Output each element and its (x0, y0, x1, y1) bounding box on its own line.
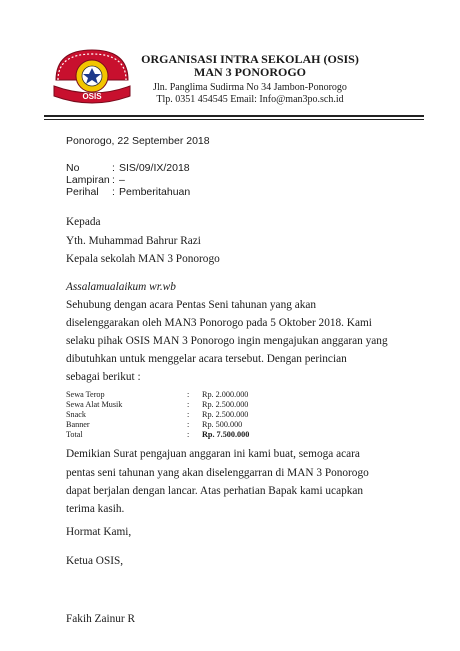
budget-item: Sewa Terop (66, 390, 105, 399)
signoff: Hormat Kami, (66, 526, 132, 538)
closing-line-4: terima kasih. (66, 503, 125, 515)
meta-value-no: SIS/09/IX/2018 (119, 162, 190, 174)
budget-total-label: Total (66, 430, 83, 439)
recipient-kepada: Kepada (66, 216, 101, 228)
budget-amount: Rp. 2.500.000 (202, 400, 249, 409)
signer-title: Ketua OSIS, (66, 555, 124, 567)
budget-amount: Rp. 2.500.000 (202, 410, 249, 419)
meta-label-no: No (66, 162, 80, 174)
school-address: Jln. Panglima Sudirma No 34 Jambon-Ponorogo (153, 82, 347, 93)
meta-sep-no: : (112, 162, 115, 174)
school-name: MAN 3 PONOROGO (194, 65, 306, 79)
closing-line-3: dapat berjalan dengan lancar. Atas perhatian Bapak kami ucapkan (66, 485, 364, 497)
budget-amount: Rp. 500.000 (202, 420, 243, 429)
intro-line-5: sebagai berikut : (66, 371, 141, 383)
intro-line-2: diselenggarakan oleh MAN3 Ponorogo pada 5 Oktober 2018. Kami (66, 317, 372, 329)
closing-line-2: pentas seni tahunan yang akan diselenggarran di MAN 3 Ponorogo (66, 467, 369, 479)
greeting: Assalamualaikum wr.wb (66, 281, 176, 293)
budget-sep: : (187, 420, 190, 429)
budget-item: Snack (66, 410, 87, 419)
closing-line-1: Demikian Surat pengajuan anggaran ini kami buat, semoga acara (66, 448, 360, 460)
budget-sep: : (187, 430, 190, 439)
letterhead-rule-thin (44, 119, 424, 120)
letterhead-rule (44, 115, 424, 117)
school-contact: Tlp. 0351 454545 Email: Info@man3po.sch.id (156, 94, 344, 105)
intro-line-1: Sehubung dengan acara Pentas Seni tahunan yang akan (66, 299, 317, 311)
meta-value-perihal: Pemberitahuan (119, 186, 191, 198)
svg-text:OSIS: OSIS (82, 92, 102, 101)
meta-value-lampiran: – (119, 174, 125, 186)
org-name: ORGANISASI INTRA SEKOLAH (OSIS) (141, 52, 359, 66)
budget-item: Sewa Alat Musik (66, 400, 123, 409)
budget-sep: : (187, 410, 190, 419)
recipient-position: Kepala sekolah MAN 3 Ponorogo (66, 253, 220, 265)
intro-line-3: selaku pihak OSIS MAN 3 Ponorogo ingin mengajukan anggaran yang (66, 335, 388, 347)
budget-item: Banner (66, 420, 90, 429)
meta-sep-lampiran: : (112, 174, 115, 186)
letter-date: Ponorogo, 22 September 2018 (66, 135, 210, 147)
meta-label-perihal: Perihal (66, 186, 99, 198)
budget-sep: : (187, 390, 190, 399)
signer-name: Fakih Zainur R (66, 613, 136, 625)
recipient-name: Yth. Muhammad Bahrur Razi (66, 235, 201, 247)
osis-logo (52, 46, 132, 108)
budget-amount: Rp. 2.000.000 (202, 390, 249, 399)
meta-sep-perihal: : (112, 186, 115, 198)
budget-total-amount: Rp. 7.500.000 (202, 430, 250, 439)
intro-line-4: dibutuhkan untuk menggelar acara tersebut. Dengan perincian (66, 353, 347, 365)
meta-label-lampiran: Lampiran (66, 174, 110, 186)
budget-sep: : (187, 400, 190, 409)
